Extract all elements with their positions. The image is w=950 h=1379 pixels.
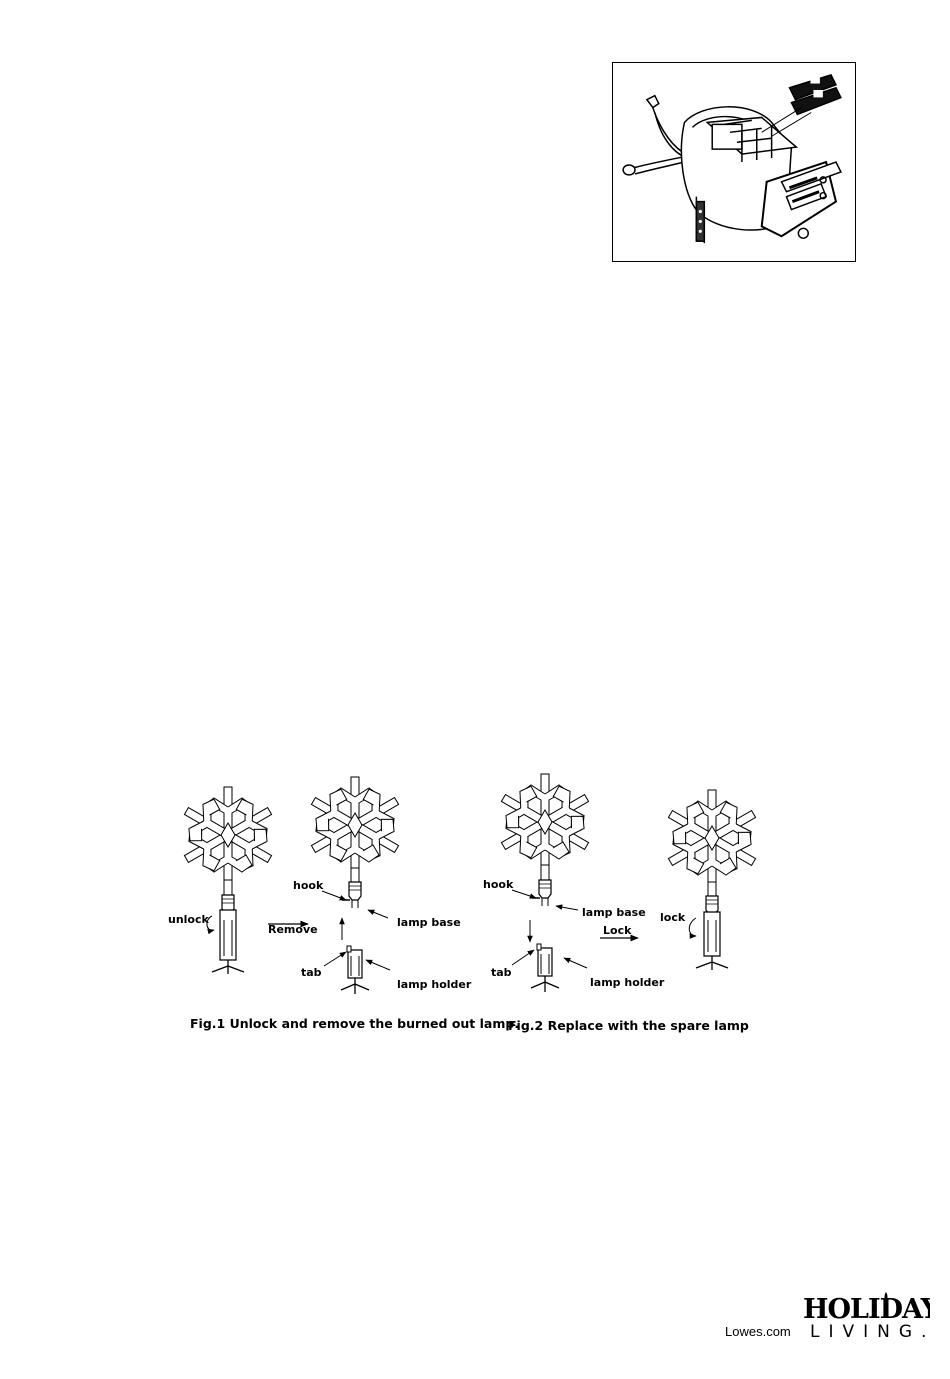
label-hook-1: hook — [293, 879, 324, 892]
plug-drawing — [613, 63, 855, 261]
label-lamp-base-1: lamp base — [397, 916, 461, 929]
caption-fig2: Fig.2 Replace with the spare lamp — [508, 1018, 749, 1033]
caption-fig1: Fig.1 Unlock and remove the burned out lamp. — [190, 1016, 520, 1031]
label-tab-1: tab — [301, 966, 322, 979]
label-lock: lock — [660, 911, 686, 924]
label-lock-arrow: Lock — [603, 924, 632, 937]
plug-fuse-illustration — [612, 62, 856, 262]
label-unlock: unlock — [168, 913, 209, 926]
fig2-assembled-lamp — [658, 790, 765, 970]
lamp-replacement-figures — [160, 760, 790, 1050]
label-lamp-base-2: lamp base — [582, 906, 646, 919]
label-lamp-holder-2: lamp holder — [590, 976, 665, 989]
label-hook-2: hook — [483, 878, 514, 891]
fig1-assembled-lamp — [174, 787, 281, 974]
label-tab-2: tab — [491, 966, 512, 979]
label-remove: Remove — [268, 923, 318, 936]
lamp-replacement-drawing — [160, 760, 790, 1050]
label-lamp-holder-1: lamp holder — [397, 978, 472, 991]
logo-name-bottom: LIVING. — [810, 1322, 930, 1340]
holiday-living-logo — [725, 1290, 930, 1340]
logo-site: Lowes.com — [725, 1324, 791, 1339]
logo-name-top: HOLIDAY — [803, 1294, 930, 1325]
logo-mark — [725, 1290, 930, 1340]
